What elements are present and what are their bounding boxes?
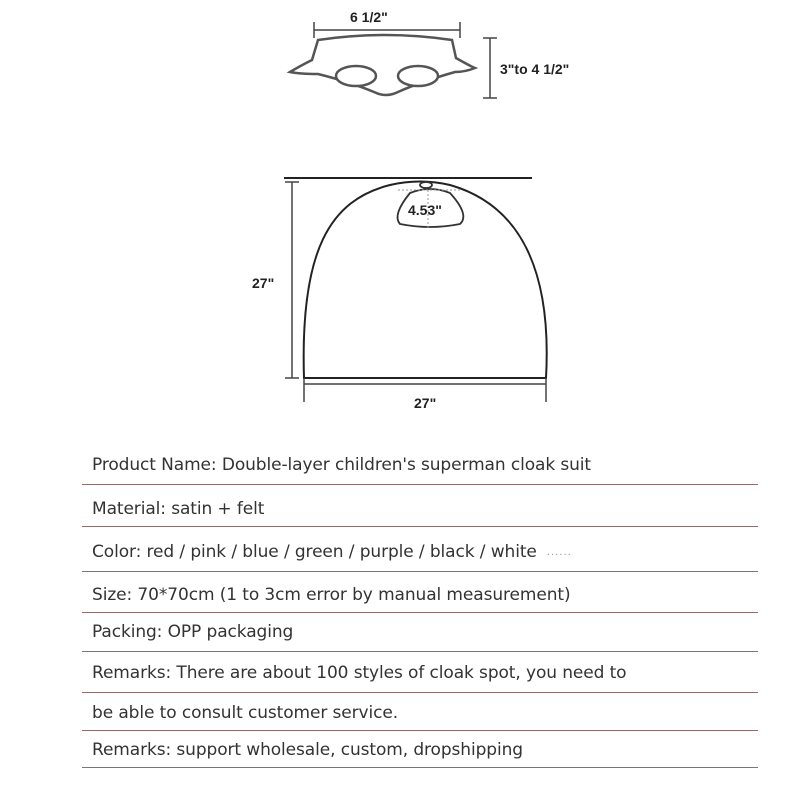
- spec-size: Size: 70*70cm (1 to 3cm error by manual measurement): [92, 585, 571, 605]
- divider: [82, 767, 758, 768]
- divider: [82, 730, 758, 731]
- cape-width-label: 27": [414, 395, 437, 411]
- cape-height-dimension: [285, 182, 299, 378]
- spec-remarks-line2: be able to consult customer service.: [92, 703, 399, 723]
- mask-width-label: 6 1/2": [350, 9, 388, 25]
- spec-remarks-line1: Remarks: There are about 100 styles of cloak spot, you need to: [92, 663, 627, 683]
- spec-remarks-wholesale: Remarks: support wholesale, custom, dropshipping: [92, 740, 523, 760]
- spec-color-dots: ......: [546, 546, 572, 558]
- mask-drawing: [290, 35, 475, 95]
- spec-product-name: Product Name: Double-layer children's superman cloak suit: [92, 455, 591, 475]
- neck-label: 4.53": [408, 202, 442, 218]
- divider: [82, 484, 758, 485]
- divider: [82, 692, 758, 693]
- spec-material: Material: satin + felt: [92, 499, 265, 519]
- spec-packing: Packing: OPP packaging: [92, 622, 294, 642]
- spec-color: [92, 542, 572, 562]
- mask-height-dimension: [483, 38, 497, 98]
- mask-height-label: 3"to 4 1/2": [500, 61, 570, 77]
- divider: [82, 651, 758, 652]
- cape-height-label: 27": [252, 275, 275, 291]
- divider: [82, 526, 758, 527]
- spec-color-text: Color: red / pink / blue / green / purple / black / white: [92, 542, 537, 562]
- divider: [82, 612, 758, 613]
- divider: [82, 571, 758, 572]
